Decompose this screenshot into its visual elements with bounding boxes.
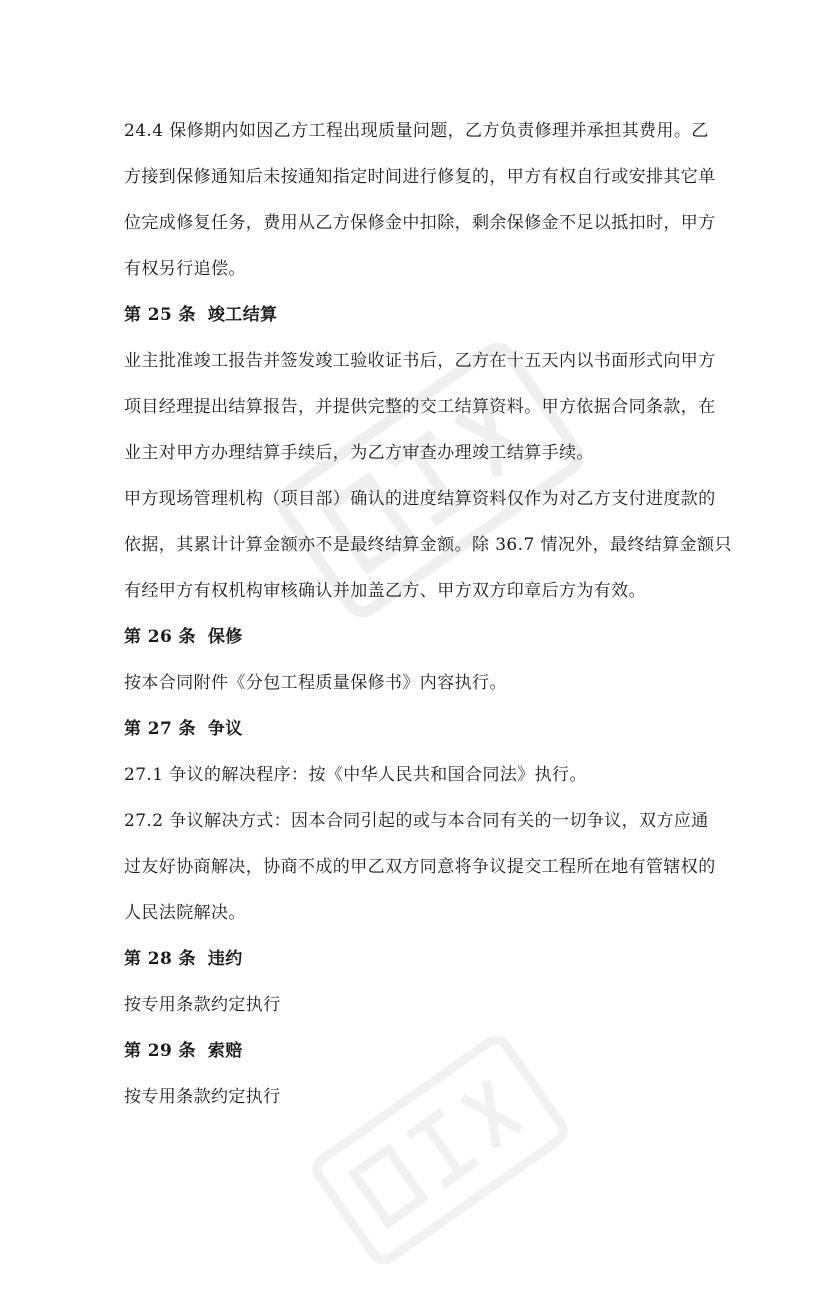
article-26-heading (124, 614, 714, 660)
article-28-para (124, 982, 714, 1028)
text-line: 27.2 争议解决方式：因本合同引起的或与本合同有关的一切争议，双方应通 (124, 811, 709, 831)
article-title: 竣工结算 (207, 305, 278, 325)
text-line: 按专用条款约定执行 (124, 1087, 281, 1107)
article-title: 保修 (207, 627, 243, 647)
article-number: 第 29 条 (124, 1041, 196, 1061)
article-25-heading (124, 292, 714, 338)
article-number: 第 26 条 (124, 627, 196, 647)
article-number: 第 25 条 (124, 305, 196, 325)
article-29-heading (124, 1028, 714, 1074)
text-line: 甲方现场管理机构（项目部）确认的进度结算资料仅作为对乙方支付进度款的 (124, 489, 716, 509)
clause-27-2 (124, 798, 714, 936)
article-26-para (124, 660, 714, 706)
article-28-heading (124, 936, 714, 982)
text-line: 27.1 争议的解决程序：按《中华人民共和国合同法》执行。 (124, 765, 587, 785)
text-line: 有经甲方有权机构审核确认并加盖乙方、甲方双方印章后方为有效。 (124, 581, 646, 601)
text-line: 依据，其累计计算金额亦不是最终结算金额。除 36.7 情况外，最终结算金额只 (124, 535, 732, 555)
clause-27-1 (124, 752, 714, 798)
text-line: 过友好协商解决，协商不成的甲乙双方同意将争议提交工程所在地有管辖权的 (124, 857, 716, 877)
text-line: 业主对甲方办理结算手续后，为乙方审查办理竣工结算手续。 (124, 443, 594, 463)
text-line: 24.4 保修期内如因乙方工程出现质量问题，乙方负责修理并承担其费用。乙 (124, 121, 709, 141)
article-27-heading (124, 706, 714, 752)
text-line: 业主批准竣工报告并签发竣工验收证书后，乙方在十五天内以书面形式向甲方 (124, 351, 716, 371)
text-line: 项目经理提出结算报告，并提供完整的交工结算资料。甲方依据合同条款，在 (124, 397, 716, 417)
article-number: 第 27 条 (124, 719, 196, 739)
text-line: 方接到保修通知后未按通知指定时间进行修复的，甲方有权自行或安排其它单 (124, 167, 716, 187)
article-25-para-1 (124, 338, 714, 476)
document-body (124, 108, 732, 1120)
text-line: 有权另行追偿。 (124, 259, 246, 279)
clause-24-4 (124, 108, 714, 292)
text-line: 人民法院解决。 (124, 903, 246, 923)
text-line: 按本合同附件《分包工程质量保修书》内容执行。 (124, 673, 507, 693)
article-title: 违约 (207, 949, 243, 969)
text-line: 位完成修复任务，费用从乙方保修金中扣除，剩余保修金不足以抵扣时，甲方 (124, 213, 716, 233)
article-25-para-2 (124, 476, 732, 614)
article-29-para (124, 1074, 714, 1120)
article-number: 第 28 条 (124, 949, 196, 969)
article-title: 索赔 (207, 1041, 243, 1061)
text-line: 按专用条款约定执行 (124, 995, 281, 1015)
article-title: 争议 (207, 719, 243, 739)
